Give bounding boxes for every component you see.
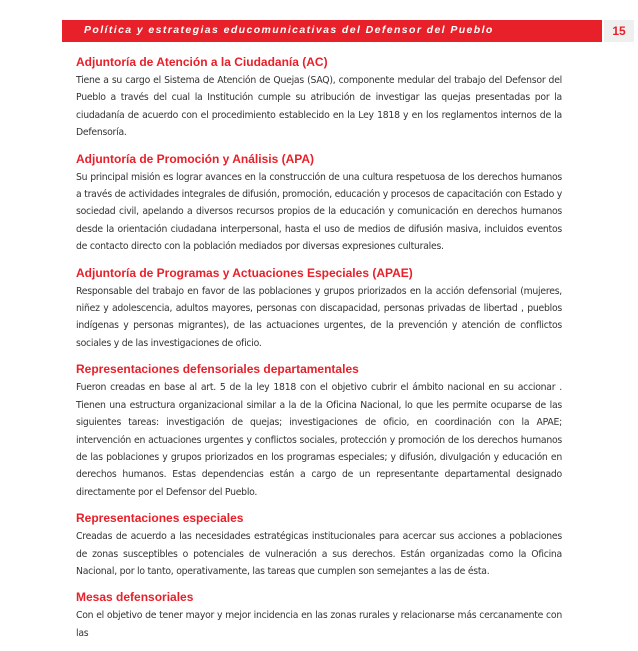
section-ac [76, 54, 562, 142]
section-paragraph: Con el objetivo de tener mayor y mejor incidencia en las zonas rurales y relacionarse más cercanamente con las [76, 610, 562, 639]
section-paragraph: Tiene a su cargo el Sistema de Atención de Quejas (SAQ), componente medular del trabajo del Defensor del Pueblo a través del cual la Institución cumple su atribución de investigar las quejas presentadas por la ciudadanía de acuerdo con el procedimiento establecido en la Ley 1818 y en los reglamentos internos de la Defensoría. [76, 75, 562, 139]
running-header: Política y estrategias educomunicativas del Defensor del Pueblo [84, 24, 494, 36]
section-apa [76, 151, 562, 256]
section-apae [76, 265, 562, 353]
page-number: 15 [604, 20, 634, 42]
section-paragraph: Su principal misión es lograr avances en la construcción de una cultura respetuosa de los derechos humanos a través de actividades integrales de difusión, promoción, educación y procesos de capacitación con Estado y sociedad civil, apelando a diversos recursos propios de la educación y comunicación en derechos humanos desde la orientación ciudadana interpersonal, hasta el uso de medios de difusión masiva, incluidos eventos de contacto directo con la población mediados por diversas expresiones culturales. [76, 171, 562, 253]
section-heading: Adjuntoría de Programas y Actuaciones Especiales (APAE) [76, 265, 413, 280]
section-mesas-defensoriales [76, 589, 562, 642]
section-heading: Representaciones defensoriales departamentales [76, 362, 359, 377]
section-representaciones-especiales [76, 510, 562, 580]
section-heading: Representaciones especiales [76, 511, 244, 526]
section-representaciones-departamentales [76, 361, 562, 501]
section-paragraph: Responsable del trabajo en favor de las poblaciones y grupos priorizados en la acción defensorial (mujeres, niñez y adolescencia, adultos mayores, personas con discapacidad, personas privadas de libertad , pueblos indígenas y personas migrantes), de las actuaciones urgentes, de la prevención y atención de conflictos sociales y de las investigaciones de oficio. [76, 285, 562, 349]
section-heading: Adjuntoría de Atención a la Ciudadanía (AC) [76, 55, 328, 69]
document-body [76, 54, 562, 651]
section-heading: Adjuntoría de Promoción y Análisis (APA) [76, 151, 315, 166]
section-heading: Mesas defensoriales [76, 590, 194, 605]
section-paragraph: Fueron creadas en base al art. 5 de la ley 1818 con el objetivo cubrir el ámbito nacional en su accionar . Tienen una estructura organizacional similar a la de la Oficina Nacional, lo que les permite ocuparse de las siguientes tareas: investigación de quejas; investigaciones de oficio, en coordinación con la APAE; intervención en actuaciones urgentes y conflictos sociales, protección y promoción de los derechos humanos de las poblaciones y grupos priorizados en los programas especiales; y difusión, divulgación y educación en derechos humanos. Estas dependencias están a cargo de un representante departamental designado directamente por el Defensor del Pueblo. [76, 382, 562, 498]
section-paragraph: Creadas de acuerdo a las necesidades estratégicas institucionales para acercar sus acciones a poblaciones de zonas susceptibles o potenciales de vulneración a sus derechos. Están organizadas como la Oficina Nacional, por lo tanto, operativamente, las tareas que cumplen son semejantes a las de ésta. [76, 531, 562, 577]
